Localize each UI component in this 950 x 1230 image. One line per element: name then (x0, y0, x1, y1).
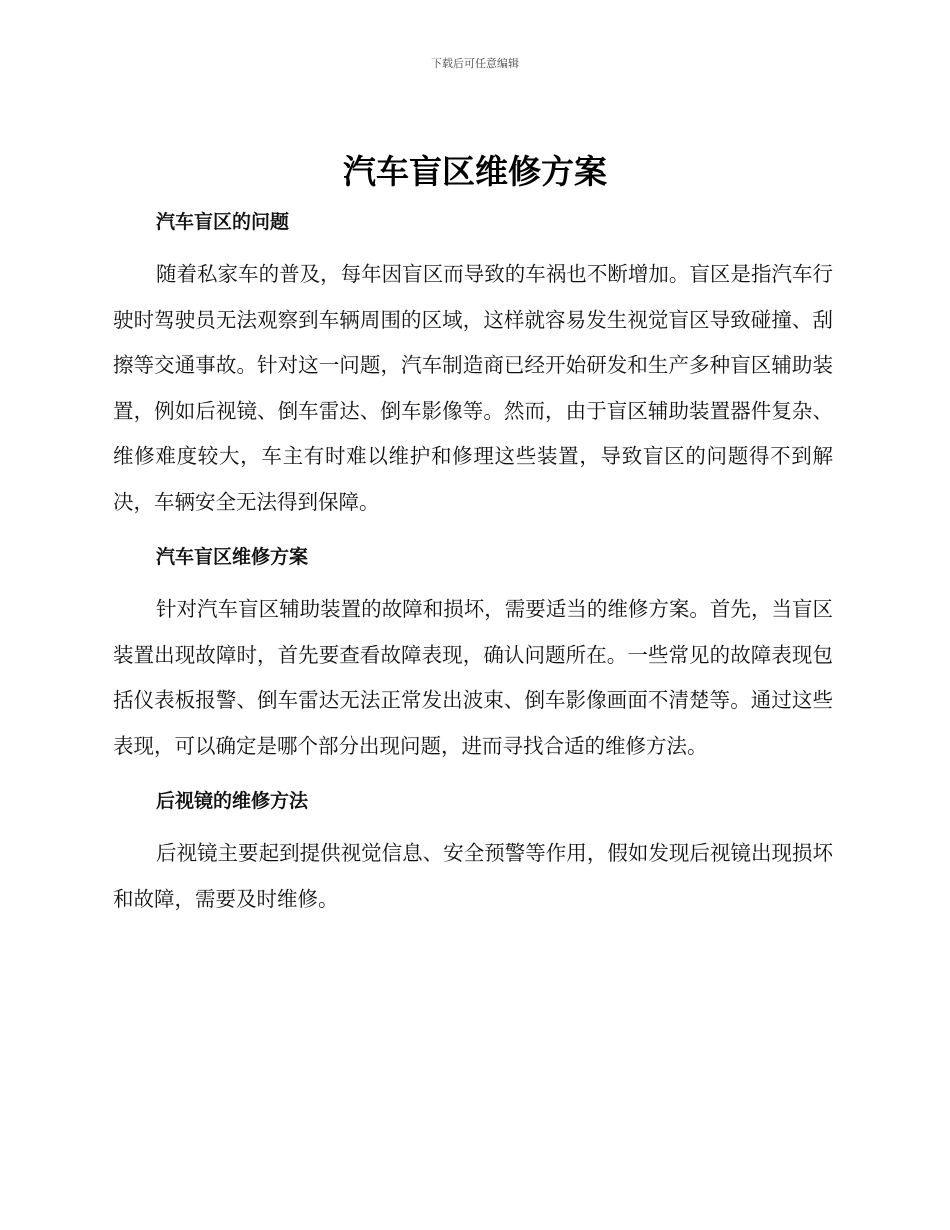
document-title: 汽车盲区维修方案 (343, 152, 607, 191)
document-body (113, 205, 833, 922)
section-heading-repair-plan: 汽车盲区维修方案 (156, 546, 309, 568)
section-paragraph-blind-spot-problem: 随着私家车的普及，每年因盲区而导致的车祸也不断增加。盲区是指汽车行驶时驾驶员无法观察到车辆周围的区域，这样就容易发生视觉盲区导致碰撞、刮擦等交通事故。针对这一问题，汽车制造商已经开始研发和生产多种盲区辅助装置，例如后视镜、倒车雷达、倒车影像等。然而，由于盲区辅助装置器件复杂、维修难度较大，车主有时难以维护和修理这些装置，导致盲区的问题得不到解决，车辆安全无法得到保障。 (113, 262, 833, 514)
section-paragraph-repair-plan: 针对汽车盲区辅助装置的故障和损坏，需要适当的维修方案。首先，当盲区装置出现故障时，首先要查看故障表现，确认问题所在。一些常见的故障表现包括仪表板报警、倒车雷达无法正常发出波束、倒车影像画面不清楚等。通过这些表现，可以确定是哪个部分出现问题，进而寻找合适的维修方法。 (113, 597, 833, 758)
section-heading-blind-spot-problem: 汽车盲区的问题 (156, 211, 290, 233)
section-heading-mirror-repair: 后视镜的维修方法 (156, 790, 309, 812)
header-note: 下载后可任意编辑 (431, 57, 519, 70)
section-paragraph-mirror-repair: 后视镜主要起到提供视觉信息、安全预警等作用，假如发现后视镜出现损坏和故障，需要及时维修。 (113, 841, 833, 911)
